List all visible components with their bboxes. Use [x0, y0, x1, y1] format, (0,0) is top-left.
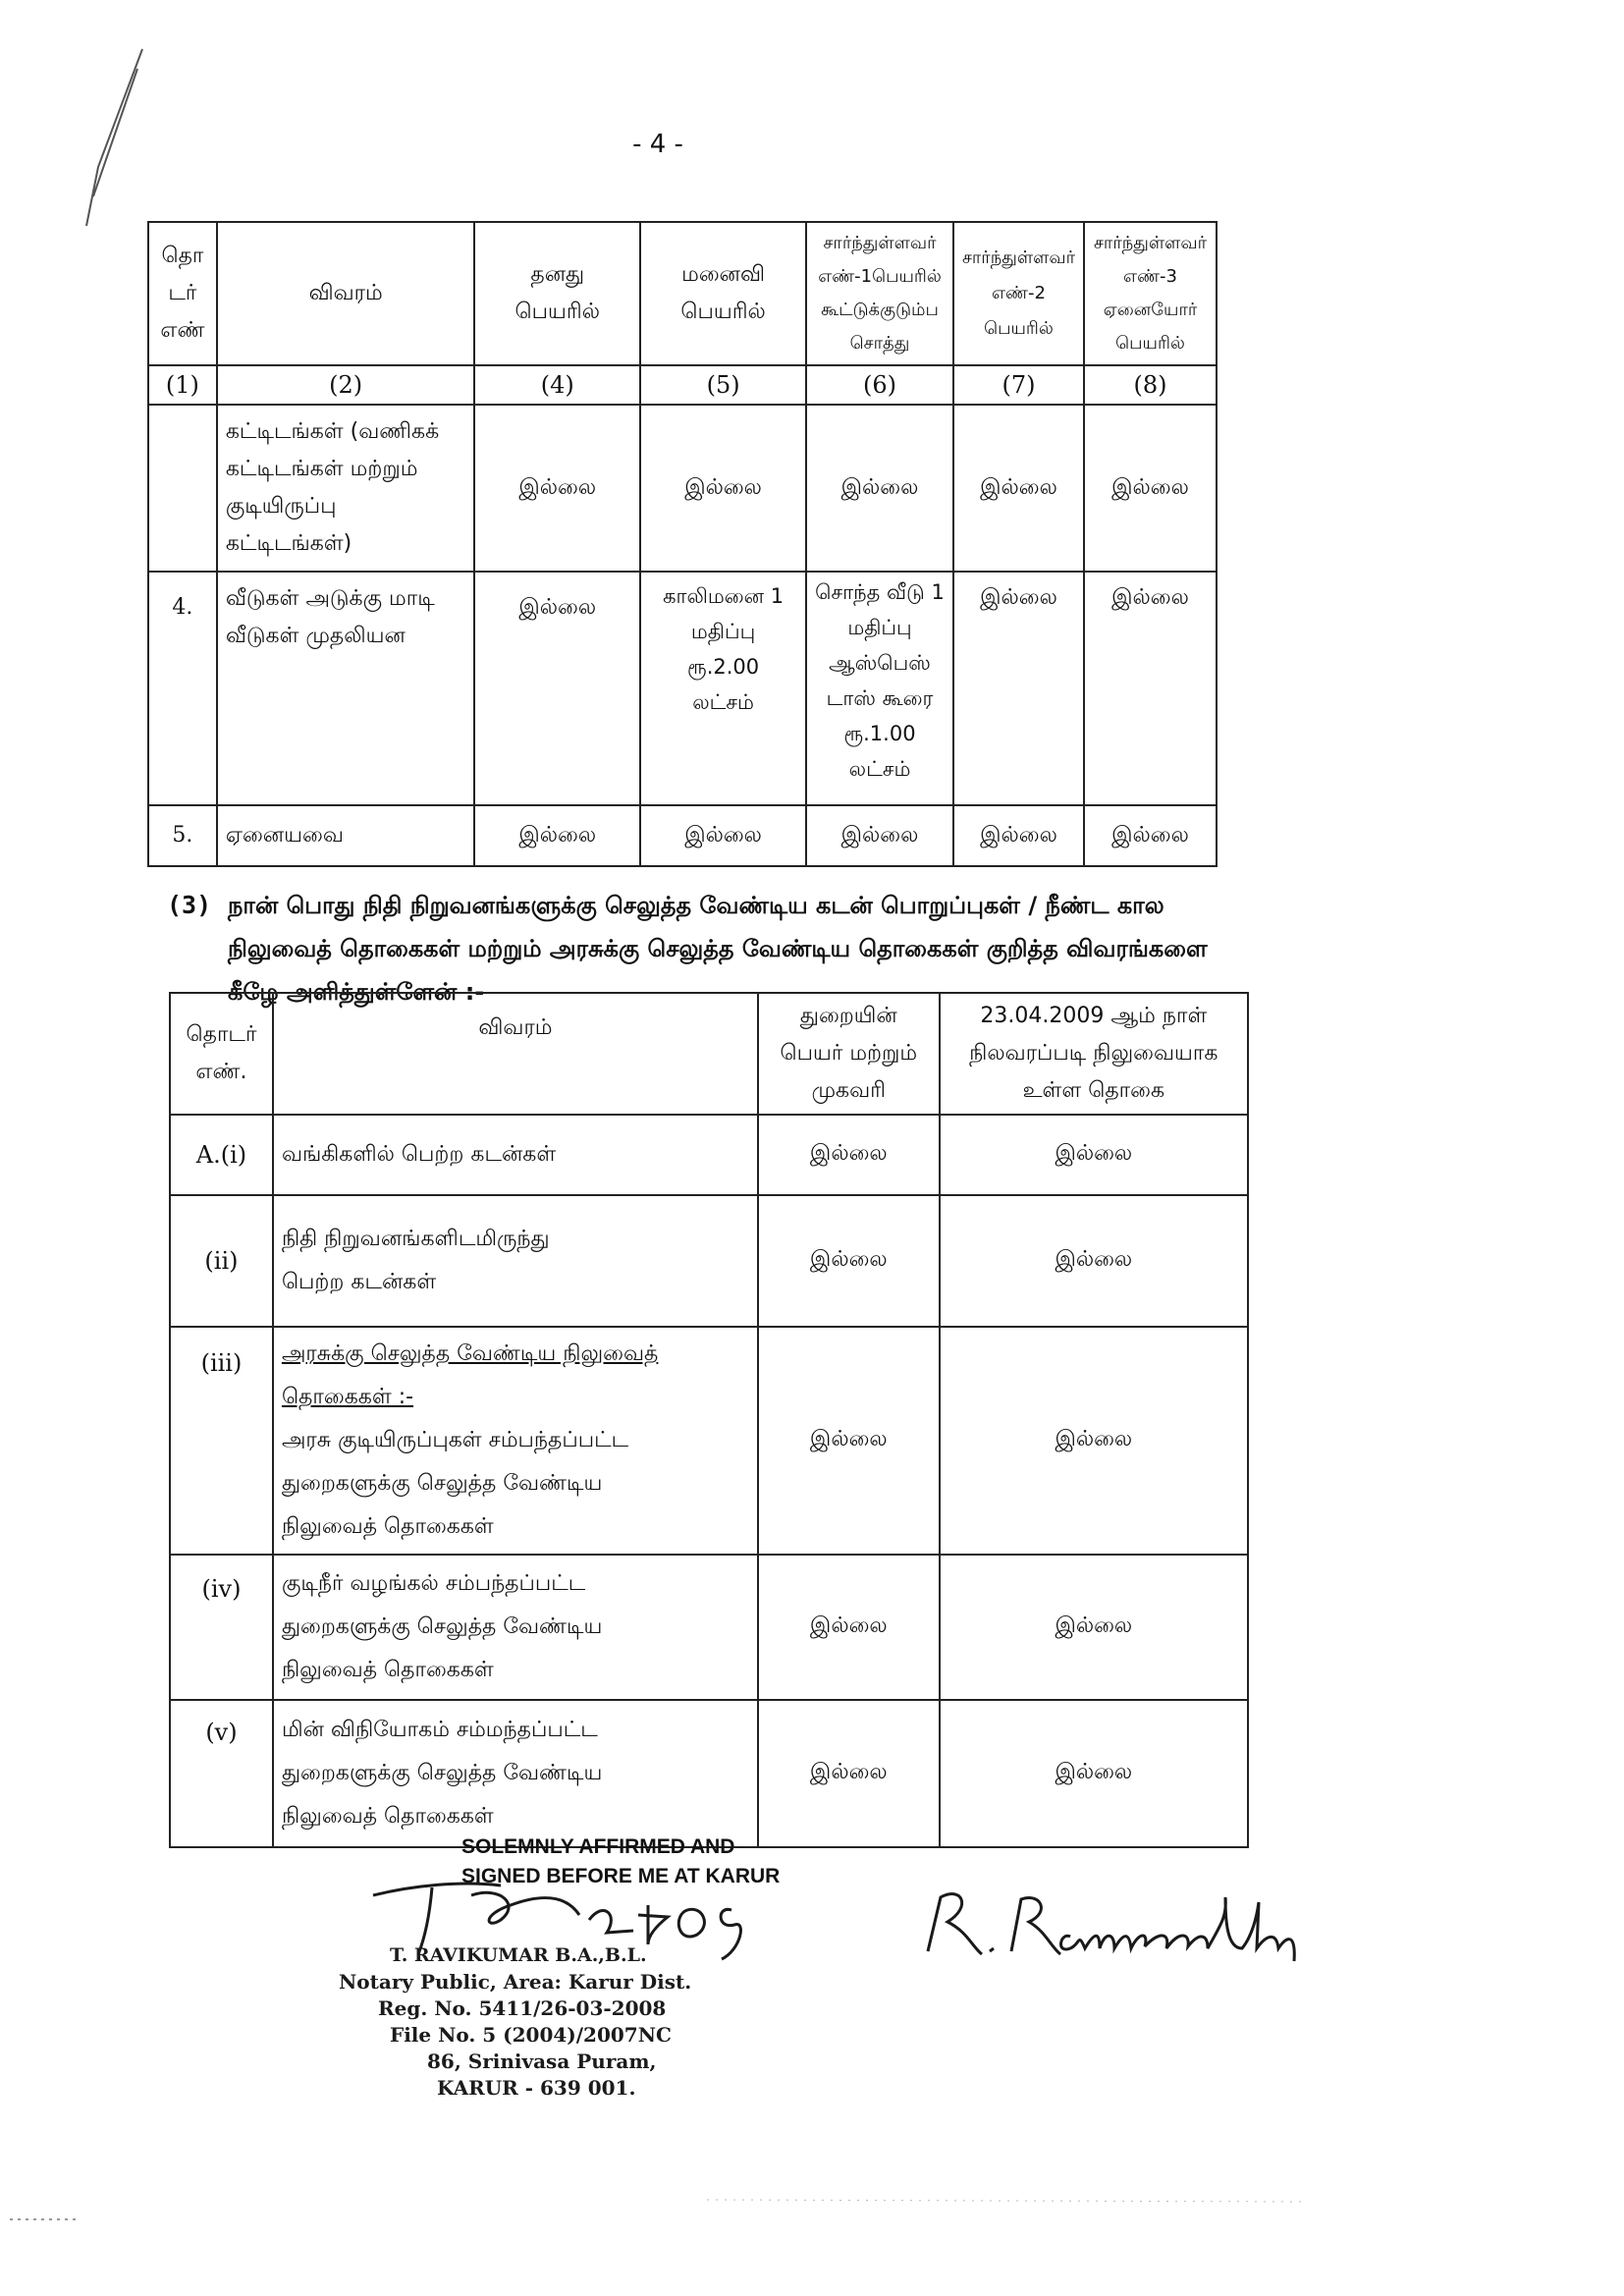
- table-row: [170, 1555, 1248, 1700]
- cell-value: இல்லை: [953, 405, 1084, 572]
- assets-table-header-row: [148, 222, 1217, 365]
- col-header-wife: மனைவி பெயரில்: [640, 222, 806, 365]
- section-text: நான் பொது நிதி நிறுவனங்களுக்கு செலுத்த வேண்டிய கடன் பொறுப்புகள் / நீண்ட கால நிலுவைத் தொகைகள் மற்றும் அரசுக்கு செலுத்த வேண்டிய தொகைகள் குறித்த விவரங்களை கீழே அளித்துள்ளேன் :-: [228, 892, 1208, 1006]
- cell-value: இல்லை: [758, 1115, 940, 1195]
- cell-value: இல்லை: [1084, 405, 1217, 572]
- col-header-dependent-2: சார்ந்துள்ளவர் எண்-2 பெயரில்: [953, 222, 1084, 365]
- row-sno: [148, 405, 217, 572]
- cell-value: இல்லை: [474, 805, 640, 866]
- notary-area: Notary Public, Area: Karur Dist.: [339, 1970, 692, 1994]
- col-number: (1): [148, 365, 217, 405]
- section-number: (3): [167, 891, 212, 919]
- notary-name: T. RAVIKUMAR B.A.,B.L.: [390, 1944, 647, 1966]
- col-number: (6): [806, 365, 953, 405]
- cell-value: இல்லை: [953, 572, 1084, 805]
- assets-table: [147, 221, 1218, 867]
- cell-value: இல்லை: [940, 1115, 1248, 1195]
- table-row: [148, 405, 1217, 572]
- row-sno: A.(i): [170, 1115, 273, 1195]
- cell-value: இல்லை: [953, 805, 1084, 866]
- col-header-sno: தொடர் எண்.: [170, 993, 273, 1115]
- row-description: ஏனையவை: [217, 805, 475, 866]
- table-row: [148, 572, 1217, 805]
- cell-value: இல்லை: [940, 1555, 1248, 1700]
- row-sno: (iii): [170, 1327, 273, 1555]
- col-header-self: தனது பெயரில்: [474, 222, 640, 365]
- notary-file-no: File No. 5 (2004)/2007NC: [390, 2023, 672, 2047]
- notary-city: KARUR - 639 001.: [437, 2076, 636, 2100]
- cell-value: இல்லை: [640, 805, 806, 866]
- col-header-description: விவரம்: [273, 993, 758, 1115]
- row-description: குடிநீர் வழங்கல் சம்பந்தப்பட்ட துறைகளுக்கு செலுத்த வேண்டிய நிலுவைத் தொகைகள்: [273, 1555, 758, 1700]
- col-number: (2): [217, 365, 475, 405]
- deponent-signature: [913, 1878, 1326, 1966]
- cell-value: இல்லை: [758, 1555, 940, 1700]
- page-number: - 4 -: [632, 130, 683, 159]
- cell-value: இல்லை: [806, 405, 953, 572]
- cell-value: இல்லை: [1084, 805, 1217, 866]
- table-row: [170, 1700, 1248, 1847]
- col-header-description: விவரம்: [217, 222, 475, 365]
- notary-stamp: [339, 1942, 691, 2102]
- cell-value: இல்லை: [940, 1195, 1248, 1327]
- row-description: கட்டிடங்கள் (வணிகக் கட்டிடங்கள் மற்றும் குடியிருப்பு கட்டிடங்கள்): [217, 405, 475, 572]
- liabilities-table: [169, 992, 1249, 1848]
- col-number: (5): [640, 365, 806, 405]
- col-header-dependent-1: சார்ந்துள்ளவர் எண்-1பெயரில் கூட்டுக்குடும்ப சொத்து: [806, 222, 953, 365]
- cell-value: இல்லை: [474, 405, 640, 572]
- row-sno: (iv): [170, 1555, 273, 1700]
- col-header-department: துறையின் பெயர் மற்றும் முகவரி: [758, 993, 940, 1115]
- row-subheading: அரசுக்கு செலுத்த வேண்டிய நிலுவைத் தொகைகள் :-: [281, 1341, 659, 1409]
- table-row: [170, 1327, 1248, 1555]
- column-number-row: [148, 365, 1217, 405]
- row-description: வீடுகள் அடுக்கு மாடி வீடுகள் முதலியன: [217, 572, 475, 805]
- affirmation-line: SOLEMNLY AFFIRMED AND: [461, 1835, 735, 1858]
- cell-value: இல்லை: [758, 1700, 940, 1847]
- col-header-sno: தொ டர் எண்: [148, 222, 217, 365]
- row-sno: (v): [170, 1700, 273, 1847]
- cell-value: இல்லை: [758, 1195, 940, 1327]
- col-number: (7): [953, 365, 1084, 405]
- scan-corner-mark: [39, 29, 157, 265]
- row-description: அரசுக்கு செலுத்த வேண்டிய நிலுவைத் தொகைகள் :- அரசு குடியிருப்புகள் சம்பந்தப்பட்ட துறைகளுக்கு செலுத்த வேண்டிய நிலுவைத் தொகைகள்: [273, 1327, 758, 1555]
- row-sno: 4.: [148, 572, 217, 805]
- cell-value: இல்லை: [940, 1327, 1248, 1555]
- row-description: மின் விநியோகம் சம்மந்தப்பட்ட துறைகளுக்கு செலுத்த வேண்டிய நிலுவைத் தொகைகள்: [273, 1700, 758, 1847]
- affirmation-line: SIGNED BEFORE ME AT KARUR: [461, 1865, 781, 1887]
- liabilities-table-header-row: [170, 993, 1248, 1115]
- col-header-dependent-3: சார்ந்துள்ளவர் எண்-3 ஏனையோர் பெயரில்: [1084, 222, 1217, 365]
- row-sno: 5.: [148, 805, 217, 866]
- cell-value: இல்லை: [1084, 572, 1217, 805]
- table-row: [170, 1115, 1248, 1195]
- cell-value: இல்லை: [806, 805, 953, 866]
- row-description: நிதி நிறுவனங்களிடமிருந்து பெற்ற கடன்கள்: [273, 1195, 758, 1327]
- cell-value: இல்லை: [758, 1327, 940, 1555]
- table-row: [148, 805, 1217, 866]
- cell-value: சொந்த வீடு 1 மதிப்பு ஆஸ்பெஸ் டாஸ் கூரை ரூ.1.00 லட்சம்: [806, 572, 953, 805]
- cell-value: இல்லை: [640, 405, 806, 572]
- cell-value: இல்லை: [940, 1700, 1248, 1847]
- col-header-amount: 23.04.2009 ஆம் நாள் நிலவரப்படி நிலுவையாக உள்ள தொகை: [940, 993, 1248, 1115]
- table-row: [170, 1195, 1248, 1327]
- col-number: (8): [1084, 365, 1217, 405]
- col-number: (4): [474, 365, 640, 405]
- row-description: வங்கிகளில் பெற்ற கடன்கள்: [273, 1115, 758, 1195]
- scan-noise: [0, 2180, 1624, 2239]
- row-sno: (ii): [170, 1195, 273, 1327]
- cell-value: காலிமனை 1 மதிப்பு ரூ.2.00 லட்சம்: [640, 572, 806, 805]
- cell-value: இல்லை: [474, 572, 640, 805]
- notary-address: 86, Srinivasa Puram,: [427, 2050, 657, 2073]
- notary-reg-no: Reg. No. 5411/26-03-2008: [378, 1996, 667, 2020]
